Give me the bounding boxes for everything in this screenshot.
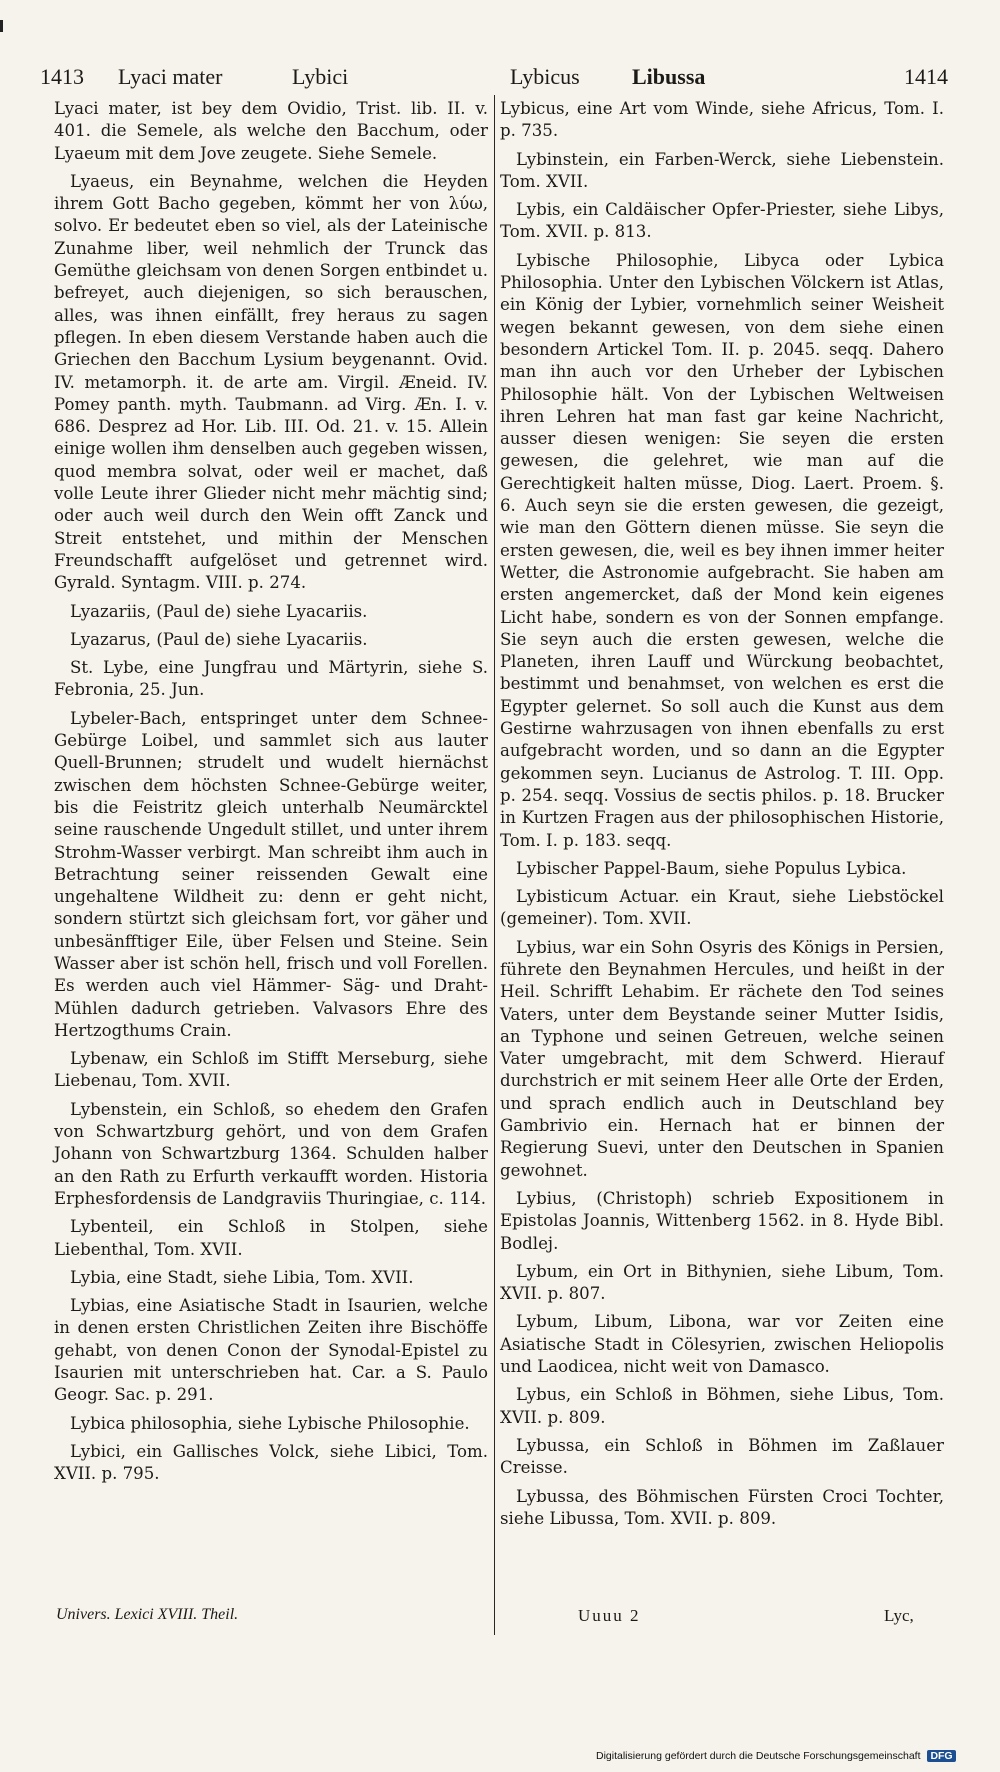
entry-paragraph: Lybussa, ein Schloß in Böhmen im Zaßlauer Creisse. <box>500 1435 944 1478</box>
entry-paragraph: Lybicus, eine Art vom Winde, siehe Africus, Tom. I. p. 735. <box>500 99 944 141</box>
sheet-mark: Uuuu 2 <box>578 1606 641 1625</box>
right-catchterm-2: Libussa <box>632 64 706 89</box>
entry-paragraph: Lybenstein, ein Schloß, so ehedem den Grafen von Schwartzburg gehört, und von dem Grafen Johann von Schwartzburg 1364. Schulden halber an den Rath zu Erfurth verkaufft worden. Historia Erphesfordensis de Landgraviis Thuringiae, c. 114. <box>54 1099 488 1208</box>
entry-paragraph: Lyazarus, (Paul de) siehe Lyacariis. <box>70 629 368 649</box>
digitization-credit <box>596 1750 988 1768</box>
entry-paragraph: Lybenaw, ein Schloß im Stifft Merseburg, siehe Liebenau, Tom. XVII. <box>54 1049 488 1091</box>
entry-paragraph: Lybenteil, ein Schloß in Stolpen, siehe Liebenthal, Tom. XVII. <box>54 1217 488 1259</box>
running-header <box>0 58 1000 92</box>
left-catchterm-1: Lyaci mater <box>118 64 223 89</box>
entry-paragraph: Lybus, ein Schloß in Böhmen, siehe Libus, Tom. XVII. p. 809. <box>500 1385 944 1427</box>
entry-paragraph: Lybisticum Actuar. ein Kraut, siehe Liebstöckel (gemeiner). Tom. XVII. <box>500 887 944 929</box>
entry-paragraph: Lybici, ein Gallisches Volck, siehe Libici, Tom. XVII. p. 795. <box>54 1441 488 1484</box>
entry-paragraph: Lybeler-Bach, entspringet unter dem Schnee-Gebürge Loibel, und sammlet sich aus lauter Quell-Brunnen; strudelt und wudelt hiernächst zwischen dem höchsten Schnee-Gebürge weiter, bis die Feistritz gleich unterhalb Neumärcktel seine rauschende Ungedult stillet, und unter ihrem Strohm-Wasser verbirgt. Man schreibt ihm auch in Betrachtung seiner reissenden Gewalt eine ungehaltene Wildheit zu: denn er geht nicht, sondern stürtzt sich gleichsam fort, vor gäher und unbesänfftiger Eile, über Felsen und Steine. Sein Wasser aber ist schön hell, frisch und voll Forellen. Es werden auch viel Hämmer- Säg- und Draht-Mühlen dadurch getrieben. Valvasors Ehre des Hertzogthums Crain. <box>54 708 488 1040</box>
right-column <box>500 98 944 1536</box>
right-page-number: 1414 <box>904 64 948 89</box>
entry-paragraph: Lybis, ein Caldäischer Opfer-Priester, siehe Libys, Tom. XVII. p. 813. <box>500 200 944 242</box>
entry-paragraph: Lybius, war ein Sohn Osyris des Königs in Persien, führete den Beynahmen Hercules, und heißt in der Heil. Schrifft Lehabim. Er rächete den Tod seines Vaters, unter dem Beystande seiner Mutter Isidis, an Typhone und seinen Getreuen, welche seinen Vater umgebracht, mit dem Schwerd. Hierauf durchstrich er mit seinem Heer alle Orte der Erden, und sprach endlich auch in Deutschland bey Gambrivio ein. Hernach hat er binnen der Regierung Suevi, unter den Deutschen in Spanien gewohnet. <box>500 937 944 1180</box>
dfg-logo: DFG <box>927 1750 955 1762</box>
entry-paragraph: Lybica philosophia, siehe Lybische Philosophie. <box>70 1413 470 1433</box>
entry-paragraph: Lybinstein, ein Farben-Werck, siehe Liebenstein. Tom. XVII. <box>500 149 944 191</box>
entry-paragraph: Lybische Philosophie, Libyca oder Lybica Philosophia. Unter den Lybischen Völckern ist Atlas, ein König der Lybier, vornehmlich seiner Weisheit wegen bekannt gewesen, von dem siehe einen besondern Artickel Tom. II. p. 2045. seqq. Dahero man ihn auch vor den Urheber der Lybischen Philosophie hält. Von der Lybischen Weltweisen ihren Lehren hat man fast gar keine Nachricht, ausser diesen wenigen: Sie seyen die ersten gewesen, die gelehret, wie man auf die Gerechtigkeit halten müsse, Diog. Laert. Proem. §. 6. Auch seyn sie die ersten gewesen, die gezeigt, wie man den Göttern dienen müsse. Sie seyn die ersten gewesen, die, weil es bey ihnen immer heiter Wetter, die Astronomie aufgebracht. Sie haben am ersten angemercket, daß der Mond kein eigenes Licht habe, sondern es von der Sonnen empfange. Sie seyn auch die ersten gewesen, welche die Planeten, ihren Lauff und Würckung beobachtet, bestimmt und benahmset, von welchen es erst die Egypter gelernet. So soll auch die Kunst aus dem Gestirne wahrzusagen von ihnen ebenfalls zu erst aufgebracht worden, und so dann an die Egypter gekommen seyn. Lucianus de Astrolog. T. III. Opp. p. 254. seqq. Vossius de sectis philos. p. 18. Brucker in Kurtzen Fragen aus der philosophischen Historie, Tom. I. p. 183. seqq. <box>500 250 944 850</box>
entry-paragraph: Lybussa, des Böhmischen Fürsten Croci Tochter, siehe Libussa, Tom. XVII. p. 809. <box>500 1486 944 1528</box>
entry-paragraph: Lybischer Pappel-Baum, siehe Populus Lybica. <box>516 858 907 878</box>
entry-paragraph: Lybia, eine Stadt, siehe Libia, Tom. XVII. <box>70 1267 414 1287</box>
column-divider <box>494 95 495 1635</box>
left-catchterm-2: Lybici <box>292 64 349 89</box>
entry-paragraph: Lyazariis, (Paul de) siehe Lyacariis. <box>70 601 368 621</box>
entry-paragraph: Lyaci mater, ist bey dem Ovidio, Trist. lib. II. v. 401. die Semele, als welche den Bacchum, oder Lyaeum mit dem Jove zeugete. Siehe Semele. <box>54 99 488 163</box>
entry-paragraph: St. Lybe, eine Jungfrau und Märtyrin, siehe S. Febronia, 25. Jun. <box>54 658 488 700</box>
entry-paragraph: Lybum, Libum, Libona, war vor Zeiten eine Asiatische Stadt in Cölesyrien, zwischen Heliopolis und Laodicea, nicht weit von Damasco. <box>500 1312 944 1377</box>
entry-paragraph: Lybias, eine Asiatische Stadt in Isaurien, welche in denen ersten Christlichen Zeiten ihre Bischöffe gehabt, von denen Conon der Synodal-Epistel zu Isaurien mit unterschrieben hat. Car. a S. Paulo Geogr. Sac. p. 291. <box>54 1296 488 1405</box>
catchword: Lyc, <box>884 1606 914 1625</box>
entry-paragraph: Lyaeus, ein Beynahme, welchen die Heyden ihrem Gott Bacho gegeben, kömmt her von λύω, solvo. Er bedeutet eben so viel, als der Lateinische Zunahme liber, weil nehmlich der Trunck das Gemüthe gleichsam von denen Sorgen entbindet u. befreyet, auch diejenigen, so sich berauschen, alles, was ihnen einfällt, frey heraus zu sagen pflegen. In eben diesem Verstande haben auch die Griechen den Bacchum Lysium beygenannt. Ovid. IV. metamorph. it. de arte am. Virgil. Æneid. IV. Pomey panth. myth. Taubmann. ad Virg. Æn. I. v. 686. Desprez ad Hor. Lib. III. Od. 21. v. 15. Allein einige wollen ihm denselben auch gegeben wissen, quod membra solvat, oder weil er machet, daß volle Leute ihrer Glieder nicht mehr mächtig sind; oder auch weil durch den Wein offt Zanck und Streit entstehet, und mithin der Menschen Freundschafft aufgelöset und getrennet wird. Gyrald. Syntagm. VIII. p. 274. <box>54 171 488 593</box>
right-catchterm-1: Lybicus <box>510 64 580 89</box>
left-column <box>54 98 488 1492</box>
page-edge-mark <box>0 20 3 32</box>
entry-paragraph: Lybius, (Christoph) schrieb Expositionem in Epistolas Joannis, Wittenberg 1562. in 8. Hyde Bibl. Bodlej. <box>500 1188 944 1253</box>
entry-paragraph: Lybum, ein Ort in Bithynien, siehe Libum, Tom. XVII. p. 807. <box>500 1261 944 1304</box>
signature-line: Univers. Lexici XVIII. Theil. <box>56 1606 239 1623</box>
credit-text: Digitalisierung gefördert durch die Deutsche Forschungsgemeinschaft <box>596 1750 921 1762</box>
left-page-number: 1413 <box>40 64 84 89</box>
